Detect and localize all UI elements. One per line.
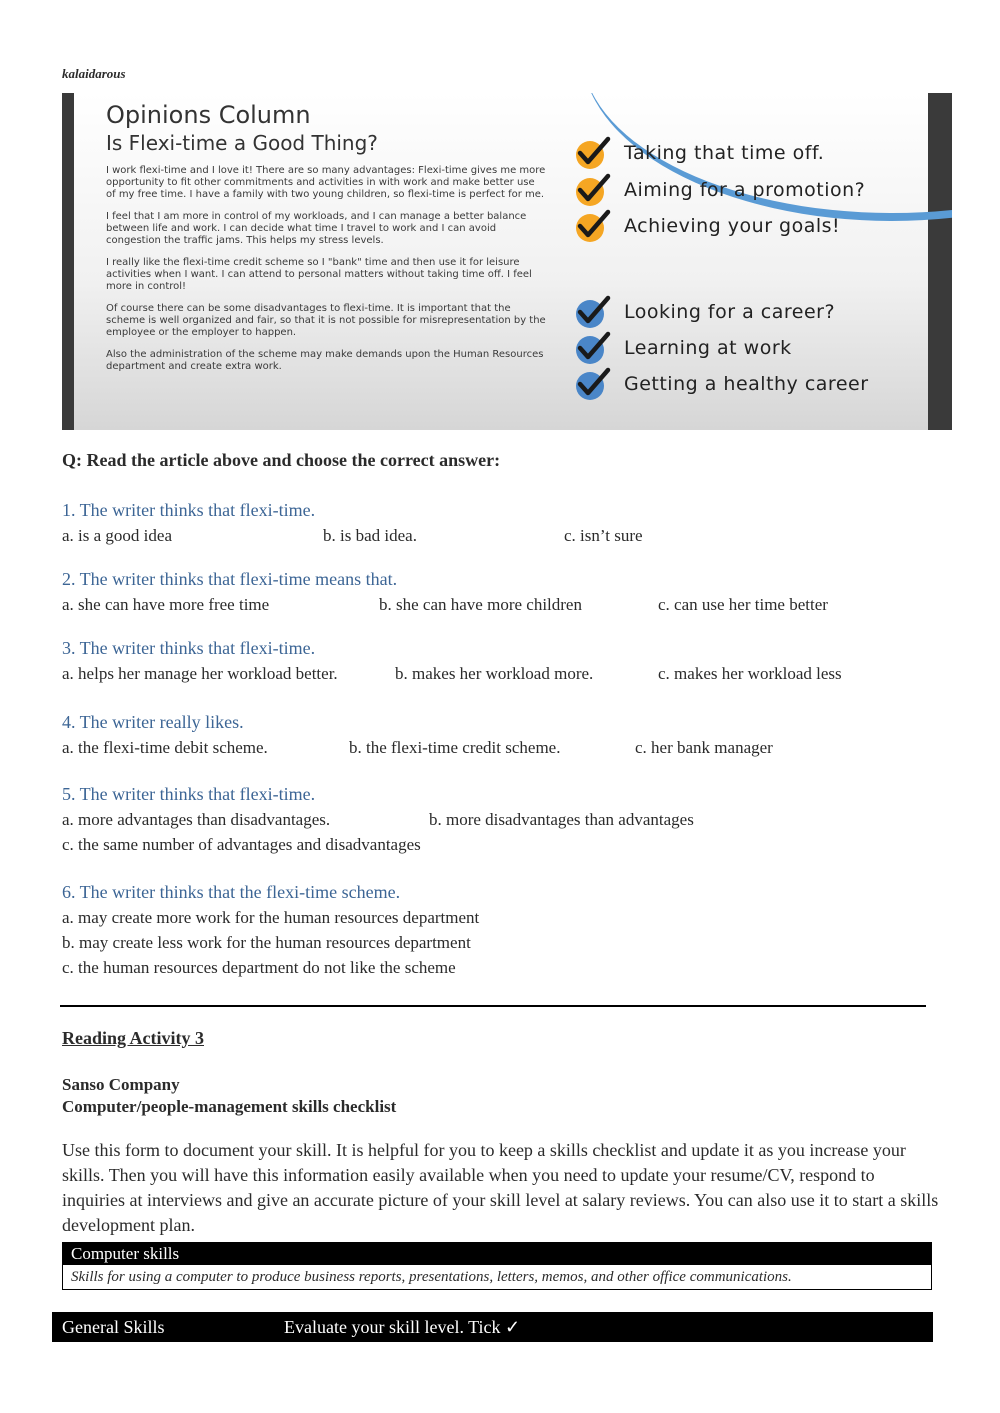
blue-check-icon — [572, 330, 612, 366]
options-row — [62, 661, 942, 686]
checklist-text: Learning at work — [624, 337, 792, 359]
option-a[interactable]: a. may create more work for the human resources department — [62, 908, 480, 927]
question-title: 2. The writer thinks that flexi-time means that. — [62, 569, 398, 589]
options-row — [62, 930, 942, 955]
checklist-item — [572, 294, 835, 330]
options-row — [62, 832, 942, 857]
question-block — [62, 566, 942, 617]
option-b[interactable]: b. is bad idea. — [323, 526, 417, 545]
general-skills-header — [52, 1312, 933, 1342]
question-block — [62, 635, 942, 686]
option-a[interactable]: a. the flexi-time debit scheme. — [62, 738, 268, 757]
checklist-item — [572, 366, 869, 402]
company-heading — [62, 1074, 396, 1118]
article-subtitle: Is Flexi-time a Good Thing? — [106, 131, 378, 155]
checklist-item — [572, 135, 824, 171]
options-row — [62, 523, 942, 548]
computer-skills-description: Skills for using a computer to produce business reports, presentations, letters, memos, and other office communications. — [71, 1269, 792, 1285]
reading-activity-title: Reading Activity 3 — [62, 1028, 204, 1048]
computer-skills-table — [62, 1242, 932, 1290]
options-row — [62, 905, 942, 930]
article-paragraph: Of course there can be some disadvantages to flexi-time. It is important that the scheme is well organized and fair, so that it is not possible for misrepresentation by the employee or the employer to happen. — [106, 303, 546, 338]
checklist-title: Computer/people-management skills checklist — [62, 1097, 397, 1116]
orange-check-icon — [572, 172, 612, 208]
options-row — [62, 735, 942, 760]
article-title: Opinions Column — [106, 101, 311, 129]
checklist-text: Getting a healthy career — [624, 373, 869, 395]
author-watermark: kalaidarous — [62, 66, 126, 81]
question-block — [62, 709, 942, 760]
question-title: 1. The writer thinks that flexi-time. — [62, 500, 316, 520]
question-block — [62, 497, 942, 548]
panel-left-bar — [62, 93, 74, 430]
company-name: Sanso Company — [62, 1075, 180, 1094]
evaluate-label: Evaluate your skill level. Tick ✓ — [284, 1317, 521, 1337]
option-c[interactable]: c. can use her time better — [658, 595, 828, 614]
article-paragraph: I really like the flexi-time credit scheme so I "bank" time and then use it for leisure activities when I want. I can attend to personal matters without taking time off. I feel more in control! — [106, 257, 532, 292]
article-paragraph: I work flexi-time and I love it! There are so many advantages: Flexi-time gives me more opportunity to fit other commitments and activities in with work and make better use of my free time. I have a family with two young children, so flexi-time is perfect for me. — [106, 165, 546, 200]
option-c[interactable]: c. her bank manager — [635, 738, 773, 757]
option-a[interactable]: a. is a good idea — [62, 526, 172, 545]
options-row — [62, 955, 942, 980]
checklist-item — [572, 172, 865, 208]
option-a[interactable]: a. helps her manage her workload better. — [62, 664, 338, 683]
options-row — [62, 592, 942, 617]
option-b[interactable]: b. she can have more children — [379, 595, 582, 614]
option-b[interactable]: b. makes her workload more. — [395, 664, 594, 683]
blue-check-icon — [572, 294, 612, 330]
article-paragraph: Also the administration of the scheme may make demands upon the Human Resources department and create extra work. — [106, 349, 544, 372]
option-b[interactable]: b. may create less work for the human resources department — [62, 933, 471, 952]
checklist-text: Looking for a career? — [624, 301, 836, 323]
option-b[interactable]: b. the flexi-time credit scheme. — [349, 738, 561, 757]
article-paragraph: I feel that I am more in control of my workloads, and I can manage a better balance between life and work. I can decide what time I travel to work and I can avoid congestion the traffic jams. This helps my stress levels. — [106, 211, 527, 246]
option-a[interactable]: a. more advantages than disadvantages. — [62, 810, 331, 829]
checklist-text: Taking that time off. — [624, 142, 825, 164]
question-title: 3. The writer thinks that flexi-time. — [62, 638, 316, 658]
section-divider — [60, 1005, 926, 1007]
checklist-intro: Use this form to document your skill. It is helpful for you to keep a skills checklist and update it as you increase your skills. Then you will have this information easily available when you need to update your resume/CV, respond to inquiries at interviews and give an accurate picture of your skill level at salary reviews. You can also use it to start a skills development plan. — [62, 1140, 939, 1235]
question-title: 4. The writer really likes. — [62, 712, 244, 732]
checklist-text: Aiming for a promotion? — [624, 179, 866, 201]
checklist-item — [572, 330, 792, 366]
option-c[interactable]: c. the human resources department do not like the scheme — [62, 958, 456, 977]
article-body — [106, 165, 546, 383]
option-a[interactable]: a. she can have more free time — [62, 595, 270, 614]
option-c[interactable]: c. makes her workload less — [658, 664, 842, 683]
general-skills-label: General Skills — [62, 1317, 165, 1337]
article-panel — [62, 93, 952, 430]
question-block — [62, 781, 942, 857]
checklist-text: Achieving your goals! — [624, 215, 841, 237]
orange-check-icon — [572, 208, 612, 244]
option-b[interactable]: b. more disadvantages than advantages — [429, 810, 694, 829]
question-title: 5. The writer thinks that flexi-time. — [62, 784, 316, 804]
blue-check-icon — [572, 366, 612, 402]
question-title: 6. The writer thinks that the flexi-time scheme. — [62, 882, 401, 902]
checklist-item — [572, 208, 840, 244]
option-c[interactable]: c. the same number of advantages and disadvantages — [62, 835, 421, 854]
options-row — [62, 807, 942, 832]
orange-check-icon — [572, 135, 612, 171]
question-block — [62, 879, 942, 980]
computer-skills-header: Computer skills — [63, 1243, 931, 1265]
question-intro: Q: Read the article above and choose the correct answer: — [62, 450, 501, 470]
option-c[interactable]: c. isn’t sure — [564, 526, 643, 545]
